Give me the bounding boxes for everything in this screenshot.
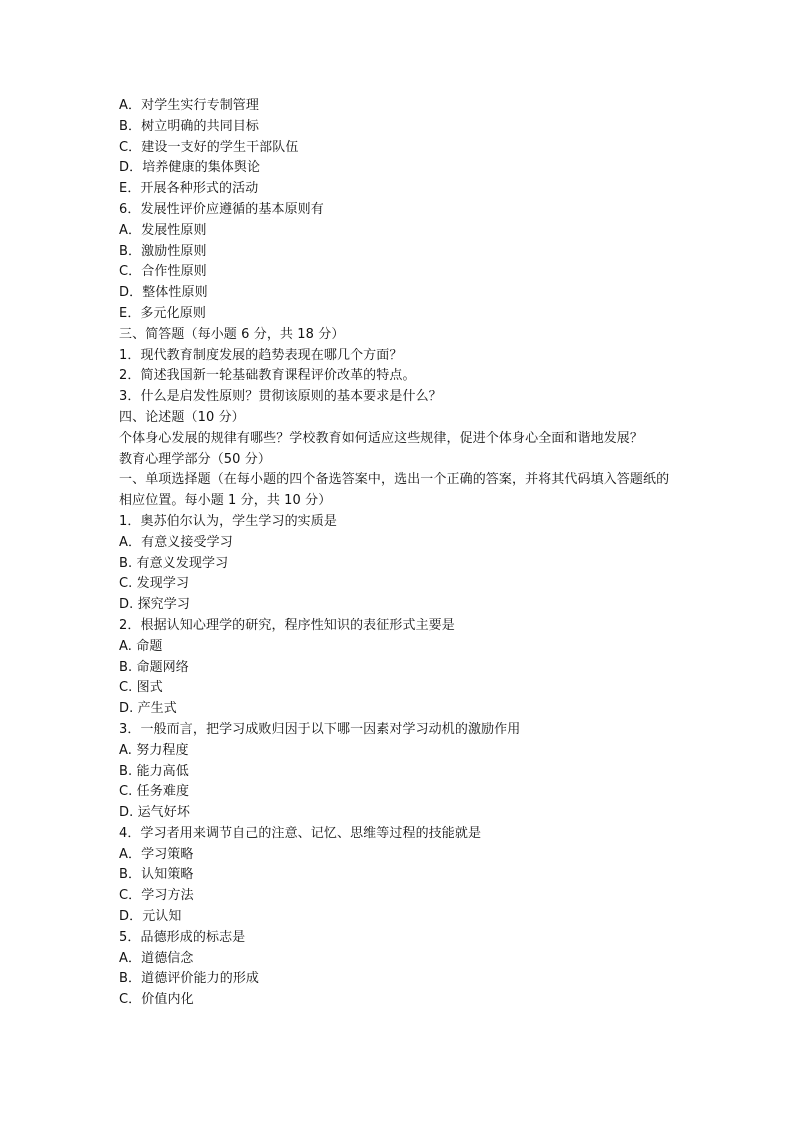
text-line: E．开展各种形式的活动 [119, 181, 259, 197]
text-line: A．有意义接受学习 [119, 534, 233, 550]
text-line: A．对学生实行专制管理 [119, 98, 259, 113]
text-line: A．学习策略 [119, 846, 194, 862]
text-line: C. 图式 [119, 680, 163, 696]
section-heading: 四、论述题（10 分） [119, 409, 245, 425]
question-line: 2．根据认知心理学的研究，程序性知识的表征形式主要是 [119, 617, 455, 633]
text-line: B. 能力高低 [119, 763, 189, 779]
text-line: C．价值内化 [119, 992, 194, 1008]
question-line: 1．奥苏伯尔认为，学生学习的实质是 [119, 513, 337, 529]
text-line: E．多元化原则 [119, 305, 206, 321]
question-line: 1．现代教育制度发展的趋势表现在哪几个方面？ [119, 347, 403, 363]
text-line: C．建设一支好的学生干部队伍 [119, 139, 299, 155]
document-body [119, 96, 679, 1011]
text-line: A. 努力程度 [119, 742, 189, 758]
question-line: 3．什么是启发性原则？贯彻该原则的基本要求是什么？ [119, 389, 442, 405]
question-line: 个体身心发展的规律有哪些？学校教育如何适应这些规律，促进个体身心全面和谐地发展？ [119, 430, 644, 446]
text-line: B. 命题网络 [119, 659, 189, 675]
text-line: C．合作性原则 [119, 264, 207, 280]
question-line: 3．一般而言，把学习成败归因于以下哪一因素对学习动机的激励作用 [119, 721, 521, 737]
text-line: D．整体性原则 [119, 285, 208, 301]
text-line: A．发展性原则 [119, 222, 207, 238]
question-line: 2．简述我国新一轮基础教育课程评价改革的特点。 [119, 368, 416, 384]
question-line: 5．品德形成的标志是 [119, 929, 246, 945]
part-heading: 教育心理学部分（50 分） [119, 451, 271, 467]
text-line: B．道德评价能力的形成 [119, 971, 260, 987]
text-line: B. 有意义发现学习 [119, 555, 229, 571]
text-line: D．培养健康的集体舆论 [119, 160, 261, 176]
text-line: A．道德信念 [119, 950, 194, 966]
text-line: D. 产生式 [119, 701, 177, 717]
text-line: B．树立明确的共同目标 [119, 118, 260, 134]
text-line: D. 探究学习 [119, 597, 190, 613]
text-line: C. 任务难度 [119, 784, 190, 800]
question-line: 4．学习者用来调节自己的注意、记忆、思维等过程的技能就是 [119, 825, 482, 841]
text-line: D．元认知 [119, 909, 182, 925]
section-heading: 三、简答题（每小题 6 分，共 18 分） [119, 326, 345, 342]
text-line: A. 命题 [119, 638, 163, 654]
text-line: D. 运气好坏 [119, 805, 190, 821]
section-instructions: 一、单项选择题（在每小题的四个备选答案中，选出一个正确的答案，并将其代码填入答题纸的相应位置。每小题 1 分，共 10 分） [119, 472, 670, 509]
text-line: B．激励性原则 [119, 243, 207, 259]
text-line: C．学习方法 [119, 888, 194, 904]
text-line: C. 发现学习 [119, 576, 190, 592]
text-line: B．认知策略 [119, 867, 194, 883]
question-line: 6．发展性评价应遵循的基本原则有 [119, 201, 324, 217]
